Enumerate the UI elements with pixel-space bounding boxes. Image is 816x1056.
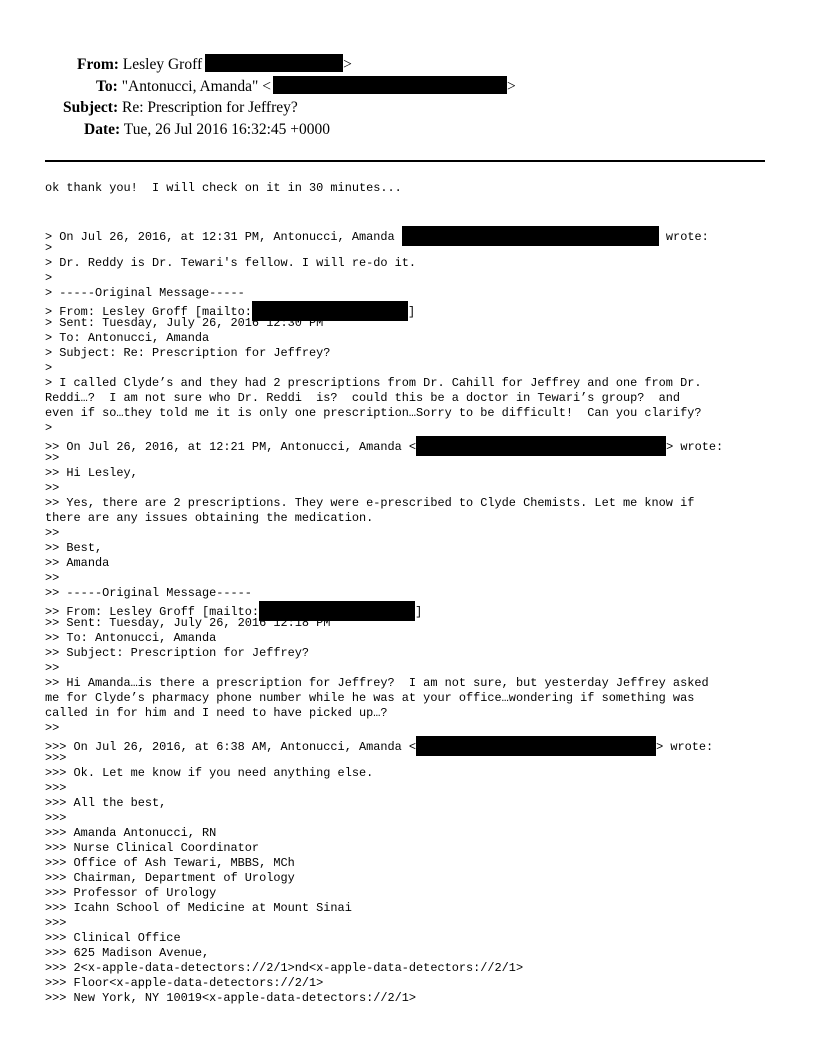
from-name: Lesley Groff — [122, 56, 203, 73]
subject-label: Subject: — [63, 99, 119, 116]
body-line: >>> Amanda Antonucci, RN — [45, 826, 217, 840]
body-line: >>> Nurse Clinical Coordinator — [45, 841, 260, 855]
redaction-box — [416, 436, 666, 456]
body-line: >> Best, — [45, 541, 103, 555]
body-line: >>> 625 Madison Avenue, — [45, 946, 210, 960]
date-value: Tue, 26 Jul 2016 16:32:45 +0000 — [123, 121, 331, 138]
redaction-box — [205, 54, 343, 72]
body-line: >> Hi Amanda…is there a prescription for Jeffrey? I am not sure, but yesterday Jeffrey asked — [45, 676, 709, 690]
body-line: >>> Clinical Office — [45, 931, 181, 945]
to-row — [96, 76, 516, 97]
message-body — [45, 181, 775, 1006]
from-close: > — [343, 56, 352, 73]
body-text: > wrote: — [656, 740, 714, 754]
body-line: > Sent: Tuesday, July 26, 2016 12:30 PM — [45, 316, 324, 330]
to-value: "Antonucci, Amanda" < — [121, 78, 271, 95]
body-line: >>> 2<x-apple-data-detectors://2/1>nd<x-apple-data-detectors://2/1> — [45, 961, 524, 975]
body-line: > — [45, 421, 53, 435]
body-line: >> Subject: Prescription for Jeffrey? — [45, 646, 310, 660]
from-label: From: — [77, 56, 119, 73]
body-line: >> — [45, 571, 60, 585]
body-text: ] — [407, 305, 416, 319]
to-close: > — [506, 78, 516, 95]
body-line: ok thank you! I will check on it in 30 minutes... — [45, 181, 402, 195]
date-label: Date: — [84, 121, 121, 138]
body-line: >> To: Antonucci, Amanda — [45, 631, 217, 645]
body-line: >>> Professor of Urology — [45, 886, 217, 900]
redaction-box — [416, 736, 656, 756]
body-line: >> Yes, there are 2 prescriptions. They were e-prescribed to Clyde Chemists. Let me know if — [45, 496, 695, 510]
body-line: > Dr. Reddy is Dr. Tewari's fellow. I will re-do it. — [45, 256, 417, 270]
body-line: Reddi…? I am not sure who Dr. Reddi is? could this be a doctor in Tewari’s group? and — [45, 391, 681, 405]
from-row — [77, 54, 352, 75]
body-text: ] — [415, 605, 423, 619]
body-line — [45, 736, 775, 754]
body-line: >>> — [45, 781, 67, 795]
to-label: To: — [96, 78, 118, 95]
body-line — [45, 301, 775, 319]
body-text: > wrote: — [666, 440, 724, 454]
date-row — [84, 120, 330, 140]
body-line: > To: Antonucci, Amanda — [45, 331, 210, 345]
body-line: >> Sent: Tuesday, July 26, 2016 12:18 PM — [45, 616, 331, 630]
body-line: > — [45, 271, 53, 285]
body-line: >> Amanda — [45, 556, 110, 570]
body-line: >>> Ok. Let me know if you need anything else. — [45, 766, 374, 780]
body-line: >> Hi Lesley, — [45, 466, 138, 480]
body-line: >>> Floor<x-apple-data-detectors://2/1> — [45, 976, 324, 990]
body-line: >> — [45, 661, 60, 675]
body-text: >> On Jul 26, 2016, at 12:21 PM, Antonucci, Amanda < — [45, 440, 417, 454]
body-text: wrote: — [658, 230, 709, 244]
body-text: >> From: Lesley Groff [mailto: — [45, 605, 260, 619]
subject-value: Re: Prescription for Jeffrey? — [121, 99, 298, 116]
body-line: >>> Chairman, Department of Urology — [45, 871, 295, 885]
body-line: >> — [45, 721, 60, 735]
body-line: > Subject: Re: Prescription for Jeffrey? — [45, 346, 331, 360]
body-line: called in for him and I need to have picked up…? — [45, 706, 388, 720]
body-line: > — [45, 241, 53, 255]
body-line: >> — [45, 481, 60, 495]
body-line — [45, 601, 775, 619]
body-line: >>> — [45, 811, 67, 825]
header-divider — [45, 160, 765, 162]
body-line: >>> New York, NY 10019<x-apple-data-detectors://2/1> — [45, 991, 417, 1005]
body-line: >>> — [45, 751, 67, 765]
body-text: >>> On Jul 26, 2016, at 6:38 AM, Antonucci, Amanda < — [45, 740, 417, 754]
body-line: >> — [45, 451, 60, 465]
body-line — [45, 196, 775, 211]
body-text: > From: Lesley Groff [mailto: — [45, 305, 252, 319]
body-line: > — [45, 361, 53, 375]
body-text: > On Jul 26, 2016, at 12:31 PM, Antonucci, Amanda — [45, 230, 402, 244]
body-line: > I called Clyde’s and they had 2 prescriptions from Dr. Cahill for Jeffrey and one from Dr. — [45, 376, 702, 390]
body-line: >>> — [45, 916, 67, 930]
body-line — [45, 436, 775, 454]
redaction-box — [402, 226, 659, 246]
body-line — [45, 226, 775, 244]
body-line: me for Clyde’s pharmacy phone number while he was at your office…wondering if something was — [45, 691, 695, 705]
body-line — [45, 211, 775, 226]
body-line: >> -----Original Message----- — [45, 586, 252, 600]
body-line: >>> Office of Ash Tewari, MBBS, MCh — [45, 856, 295, 870]
redaction-box — [273, 76, 507, 94]
body-line: >>> All the best, — [45, 796, 167, 810]
body-line: >> — [45, 526, 60, 540]
body-line: there are any issues obtaining the medication. — [45, 511, 374, 525]
body-line: > -----Original Message----- — [45, 286, 245, 300]
body-line: even if so…they told me it is only one prescription…Sorry to be difficult! Can you clarify? — [45, 406, 702, 420]
body-line: >>> Icahn School of Medicine at Mount Sinai — [45, 901, 352, 915]
subject-row — [63, 98, 298, 118]
